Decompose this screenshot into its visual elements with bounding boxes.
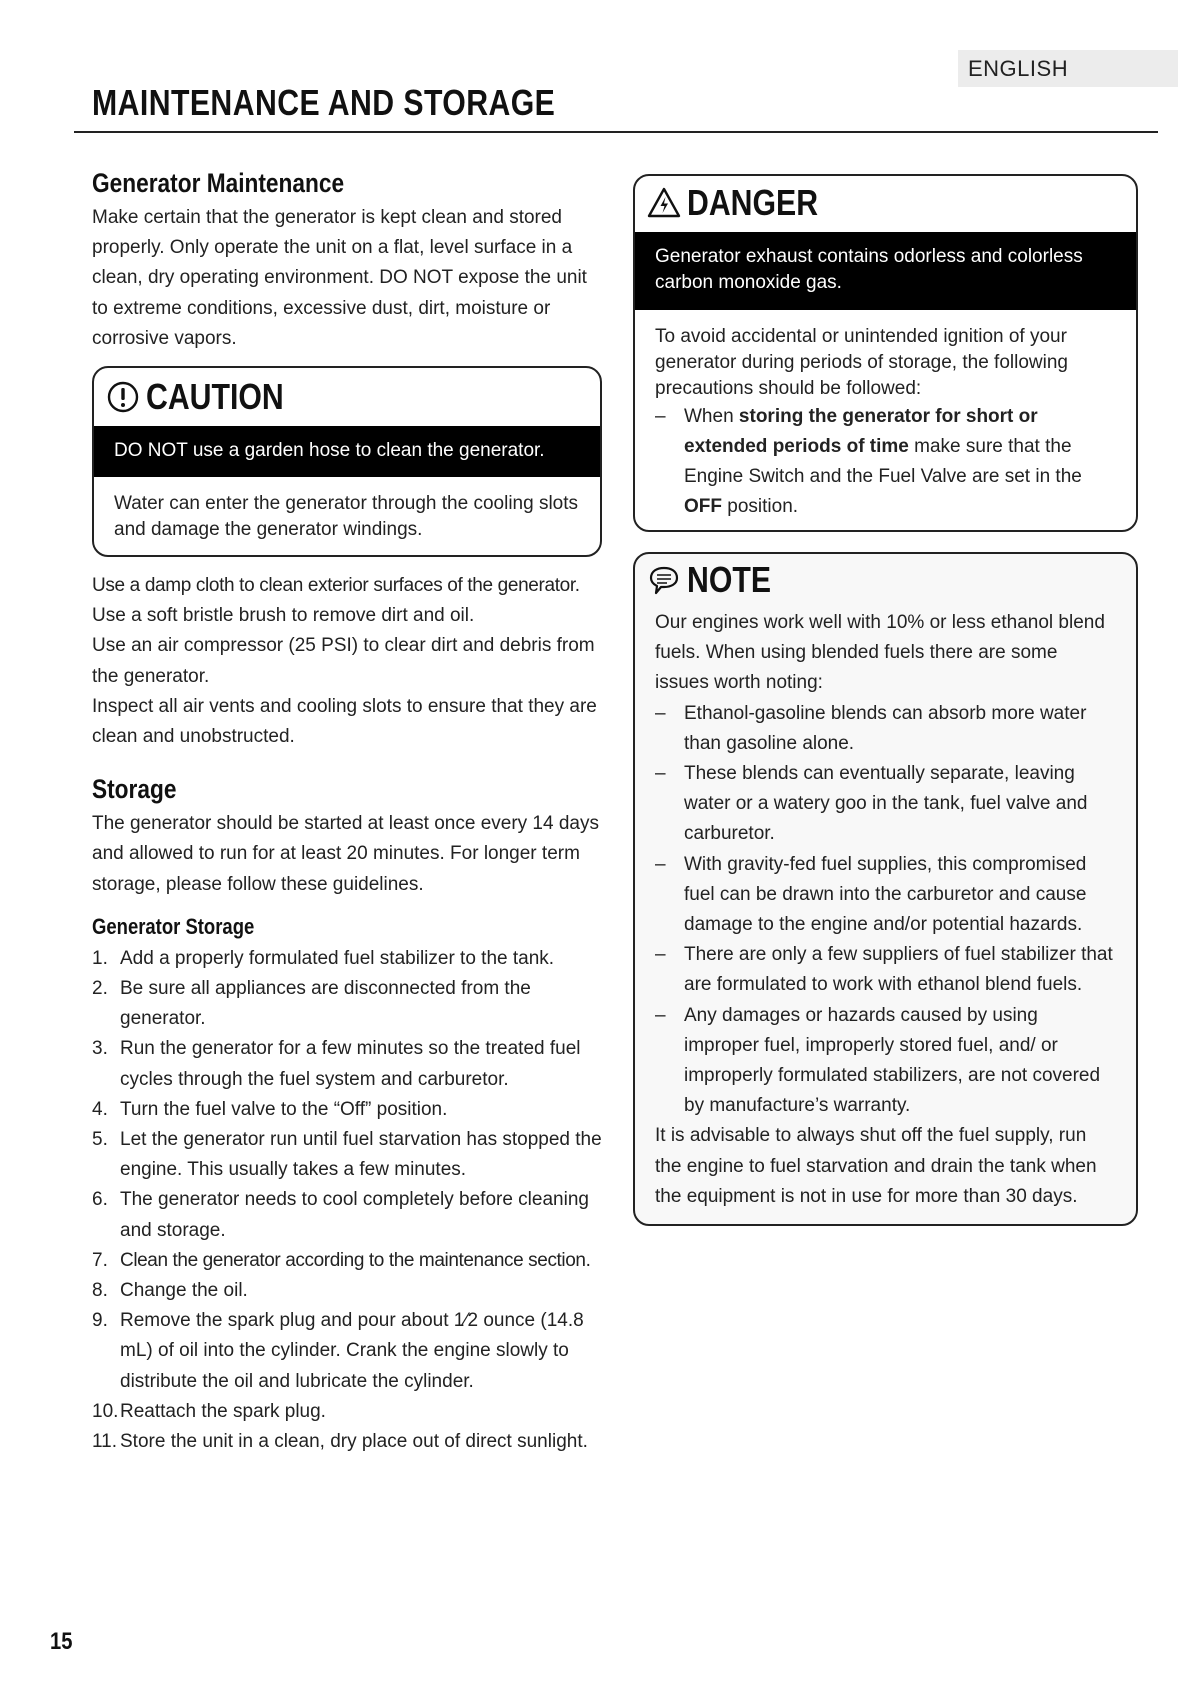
cleaning-tip: Use a damp cloth to clean exterior surfaces of the generator. xyxy=(92,575,580,597)
list-item: – Any damages or hazards caused by using improper fuel, improperly stored fuel, and/ or improperly formulated stabilizers, are not covered by manufacture’s warranty. xyxy=(655,1001,1116,1122)
left-column xyxy=(92,168,602,1457)
step-text: Clean the generator according to the maintenance section. xyxy=(120,1249,591,1271)
step-number: 1. xyxy=(92,947,108,969)
language-tab: ENGLISH xyxy=(958,50,1178,87)
list-item: – There are only a few suppliers of fuel stabilizer that are formulated to work with ethanol blend fuels. xyxy=(655,940,1116,1000)
step-number: 3. xyxy=(92,1038,108,1060)
step-text: Let the generator run until fuel starvation has stopped the engine. This usually takes a few minutes. xyxy=(120,1129,602,1181)
step-text: Change the oil. xyxy=(120,1280,248,1302)
note-box xyxy=(633,552,1138,1226)
list-item xyxy=(92,1276,602,1306)
caution-label: CAUTION xyxy=(146,376,284,418)
note-list xyxy=(655,699,1116,1122)
list-item xyxy=(92,1427,602,1457)
danger-item-emphasis: storing the generator for short or extended periods of time xyxy=(684,406,1038,457)
step-text: Be sure all appliances are disconnected from the generator. xyxy=(120,978,531,1030)
danger-label: DANGER xyxy=(687,182,819,223)
list-item xyxy=(92,1397,602,1427)
danger-item-middle: make sure that the Engine Switch and the Fuel Valve are set in the xyxy=(684,436,1082,487)
list-item xyxy=(92,1034,602,1094)
note-label: NOTE xyxy=(687,559,772,600)
step-number: 6. xyxy=(92,1189,108,1211)
maintenance-intro: Make certain that the generator is kept clean and stored properly. Only operate the unit on a flat, level surface in a clean, dry operating environment. DO NOT expose the unit to extreme conditions, excessive dust, dirt, moisture or corrosive vapors. xyxy=(92,207,587,349)
list-item xyxy=(655,402,1116,522)
step-number: 2. xyxy=(92,978,108,1000)
note-header xyxy=(635,554,1136,604)
danger-item-lead: When xyxy=(684,406,739,427)
right-column xyxy=(633,174,1138,1226)
step-number: 5. xyxy=(92,1129,108,1151)
step-text: Turn the fuel valve to the “Off” position. xyxy=(120,1098,448,1120)
caution-warning: DO NOT use a garden hose to clean the generator. xyxy=(94,426,600,477)
cleaning-tips xyxy=(92,571,602,752)
list-item: – Ethanol-gasoline blends can absorb more water than gasoline alone. xyxy=(655,699,1116,759)
list-item xyxy=(92,1246,602,1276)
title-divider xyxy=(74,131,1158,133)
danger-list xyxy=(655,402,1116,522)
step-text: Remove the spark plug and pour about 1⁄2 ounce (14.8 mL) of oil into the cylinder. Crank the engine slowly to distribute the oil and lubricate the cylinder. xyxy=(120,1310,584,1392)
step-text: The generator needs to cool completely before cleaning and storage. xyxy=(120,1189,589,1241)
step-number: 11. xyxy=(92,1431,118,1453)
storage-heading: Storage xyxy=(92,774,177,805)
danger-warning: Generator exhaust contains odorless and colorless carbon monoxide gas. xyxy=(635,232,1136,310)
maintenance-section xyxy=(92,168,602,752)
list-item xyxy=(92,1095,602,1125)
danger-intro: To avoid accidental or unintended ignition of your generator during periods of storage, the following precautions should be followed: xyxy=(655,326,1068,399)
cleaning-tip: Use a soft bristle brush to remove dirt and oil. xyxy=(92,605,475,627)
storage-section xyxy=(92,774,602,1457)
list-item: – With gravity-fed fuel supplies, this compromised fuel can be drawn into the carburetor and cause damage to the engine and/or potential hazards. xyxy=(655,850,1116,941)
cleaning-tip: Inspect all air vents and cooling slots to ensure that they are clean and unobstructed. xyxy=(92,695,597,748)
note-intro: Our engines work well with 10% or less ethanol blend fuels. When using blended fuels there are some issues worth noting: xyxy=(655,612,1105,694)
maintenance-heading: Generator Maintenance xyxy=(92,168,345,198)
list-item xyxy=(92,1306,602,1397)
page-number: 15 xyxy=(50,1628,73,1655)
step-text: Store the unit in a clean, dry place out of direct sunlight. xyxy=(120,1431,588,1453)
step-text: Reattach the spark plug. xyxy=(120,1400,326,1422)
danger-box xyxy=(633,174,1138,532)
list-item xyxy=(92,1125,602,1185)
danger-item-tail: position. xyxy=(722,496,799,517)
step-number: 9. xyxy=(92,1310,108,1332)
generator-storage-heading: Generator Storage xyxy=(92,913,255,939)
cleaning-tip: Use an air compressor (25 PSI) to clear dirt and debris from the generator. xyxy=(92,635,595,687)
step-number: 4. xyxy=(92,1098,108,1120)
caution-box xyxy=(92,366,602,557)
step-text: Add a properly formulated fuel stabilizer to the tank. xyxy=(120,947,555,969)
danger-item-off: OFF xyxy=(684,496,722,517)
step-number: 10. xyxy=(92,1400,119,1422)
danger-header xyxy=(635,176,1136,232)
list-item xyxy=(92,944,602,974)
storage-intro: The generator should be started at least once every 14 days and allowed to run for at least 20 minutes. For longer term storage, please follow these guidelines. xyxy=(92,813,599,895)
note-body xyxy=(635,604,1136,1224)
step-text: Run the generator for a few minutes so the treated fuel cycles through the fuel system and carburetor. xyxy=(120,1038,581,1090)
danger-body xyxy=(635,310,1136,530)
step-number: 7. xyxy=(92,1249,108,1271)
speech-bubble-icon xyxy=(647,563,681,597)
list-item xyxy=(92,974,602,1034)
step-number: 8. xyxy=(92,1280,108,1302)
caution-body: Water can enter the generator through the cooling slots and damage the generator windings. xyxy=(114,493,579,541)
exclamation-circle-icon xyxy=(106,380,140,414)
page-title: MAINTENANCE AND STORAGE xyxy=(92,82,556,123)
storage-steps xyxy=(92,944,602,1457)
list-item: – These blends can eventually separate, leaving water or a watery goo in the tank, fuel valve and carburetor. xyxy=(655,759,1116,850)
list-item xyxy=(92,1185,602,1245)
note-closing: It is advisable to always shut off the fuel supply, run the engine to fuel starvation and drain the tank when the equipment is not in use for more than 30 days. xyxy=(655,1125,1097,1207)
warning-triangle-icon xyxy=(647,186,681,220)
caution-header xyxy=(94,368,600,426)
